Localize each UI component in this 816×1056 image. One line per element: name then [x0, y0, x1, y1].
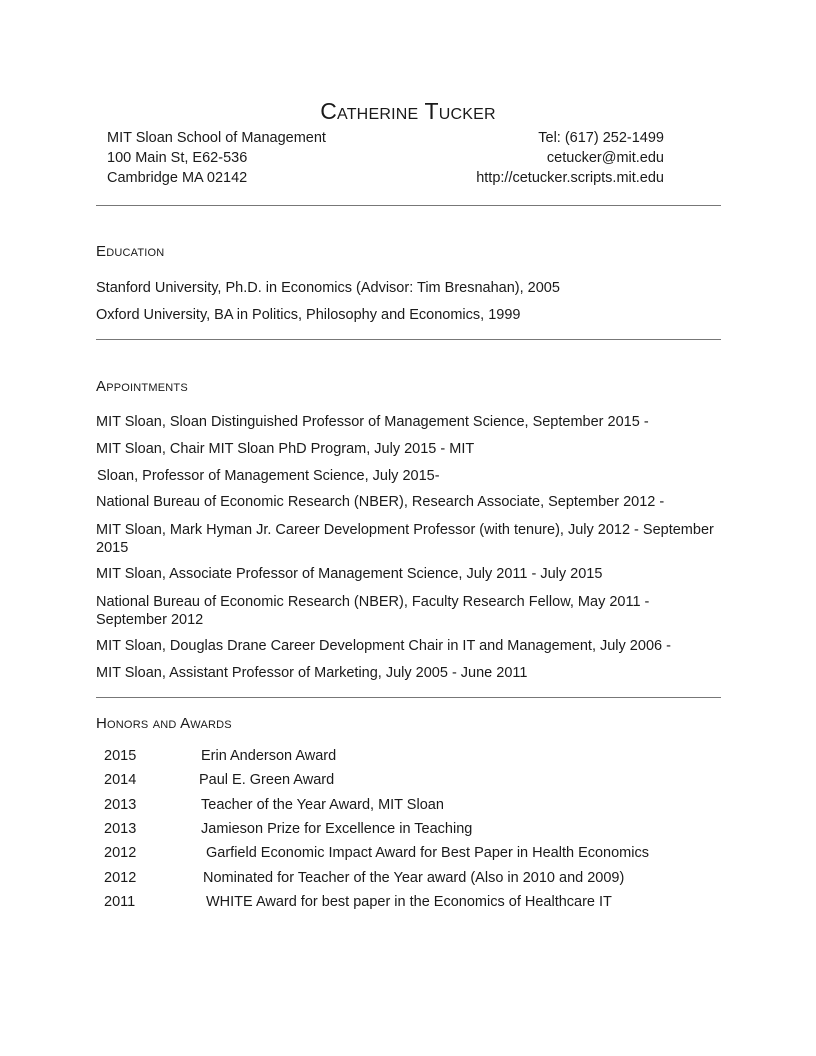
- award-title: Nominated for Teacher of the Year award (Also in 2010 and 2009): [203, 870, 625, 886]
- phone-number: Tel: (617) 252-1499: [538, 130, 664, 146]
- website-url: http://cetucker.scripts.mit.edu: [476, 170, 664, 186]
- appointment-item: MIT Sloan, Associate Professor of Management Science, July 2011 - July 2015: [96, 566, 603, 582]
- address-line: MIT Sloan School of Management: [107, 130, 326, 146]
- award-year: 2013: [104, 797, 137, 813]
- person-name: Catherine Tucker: [320, 98, 496, 124]
- award-title: WHITE Award for best paper in the Economics of Healthcare IT: [206, 894, 612, 910]
- education-item: Stanford University, Ph.D. in Economics (Advisor: Tim Bresnahan), 2005: [96, 280, 560, 296]
- section-divider: [96, 697, 721, 698]
- contact-block: [476, 128, 664, 188]
- appointment-item: National Bureau of Economic Research (NBER), Faculty Research Fellow, May 2011 - September 2012: [96, 594, 650, 628]
- award-title: Jamieson Prize for Excellence in Teaching: [201, 821, 473, 837]
- award-year: 2013: [104, 821, 137, 837]
- appointment-item: National Bureau of Economic Research (NBER), Research Associate, September 2012 -: [96, 494, 665, 510]
- section-divider: [96, 205, 721, 206]
- appointment-item: MIT Sloan, Chair MIT Sloan PhD Program, July 2015 - MIT: [96, 441, 475, 457]
- appointment-item: Sloan, Professor of Management Science, July 2015-: [97, 468, 440, 484]
- appointment-item: MIT Sloan, Mark Hyman Jr. Career Development Professor (with tenure), July 2012 - September 2015: [96, 522, 714, 556]
- award-year: 2012: [104, 845, 137, 861]
- address-line: 100 Main St, E62-536: [107, 150, 248, 166]
- address-line: Cambridge MA 02142: [107, 170, 248, 186]
- section-heading-education: Education: [96, 243, 165, 260]
- section-heading-appointments: Appointments: [96, 378, 188, 395]
- education-item: Oxford University, BA in Politics, Philosophy and Economics, 1999: [96, 307, 521, 323]
- award-year: 2015: [104, 748, 137, 764]
- email-address: cetucker@mit.edu: [546, 150, 664, 166]
- award-year: 2011: [104, 894, 136, 910]
- award-year: 2014: [104, 772, 137, 788]
- award-title: Garfield Economic Impact Award for Best Paper in Health Economics: [206, 845, 649, 861]
- award-title: Erin Anderson Award: [201, 748, 337, 764]
- address-block: [107, 128, 326, 188]
- award-year: 2012: [104, 870, 137, 886]
- section-heading-honors: Honors and Awards: [96, 715, 232, 732]
- appointment-item: MIT Sloan, Douglas Drane Career Development Chair in IT and Management, July 2006 -: [96, 638, 671, 654]
- award-title: Teacher of the Year Award, MIT Sloan: [201, 797, 444, 813]
- appointment-item: MIT Sloan, Sloan Distinguished Professor of Management Science, September 2015 -: [96, 414, 649, 430]
- section-divider: [96, 339, 721, 340]
- award-title: Paul E. Green Award: [199, 772, 335, 788]
- appointment-item: MIT Sloan, Assistant Professor of Marketing, July 2005 - June 2011: [96, 665, 528, 681]
